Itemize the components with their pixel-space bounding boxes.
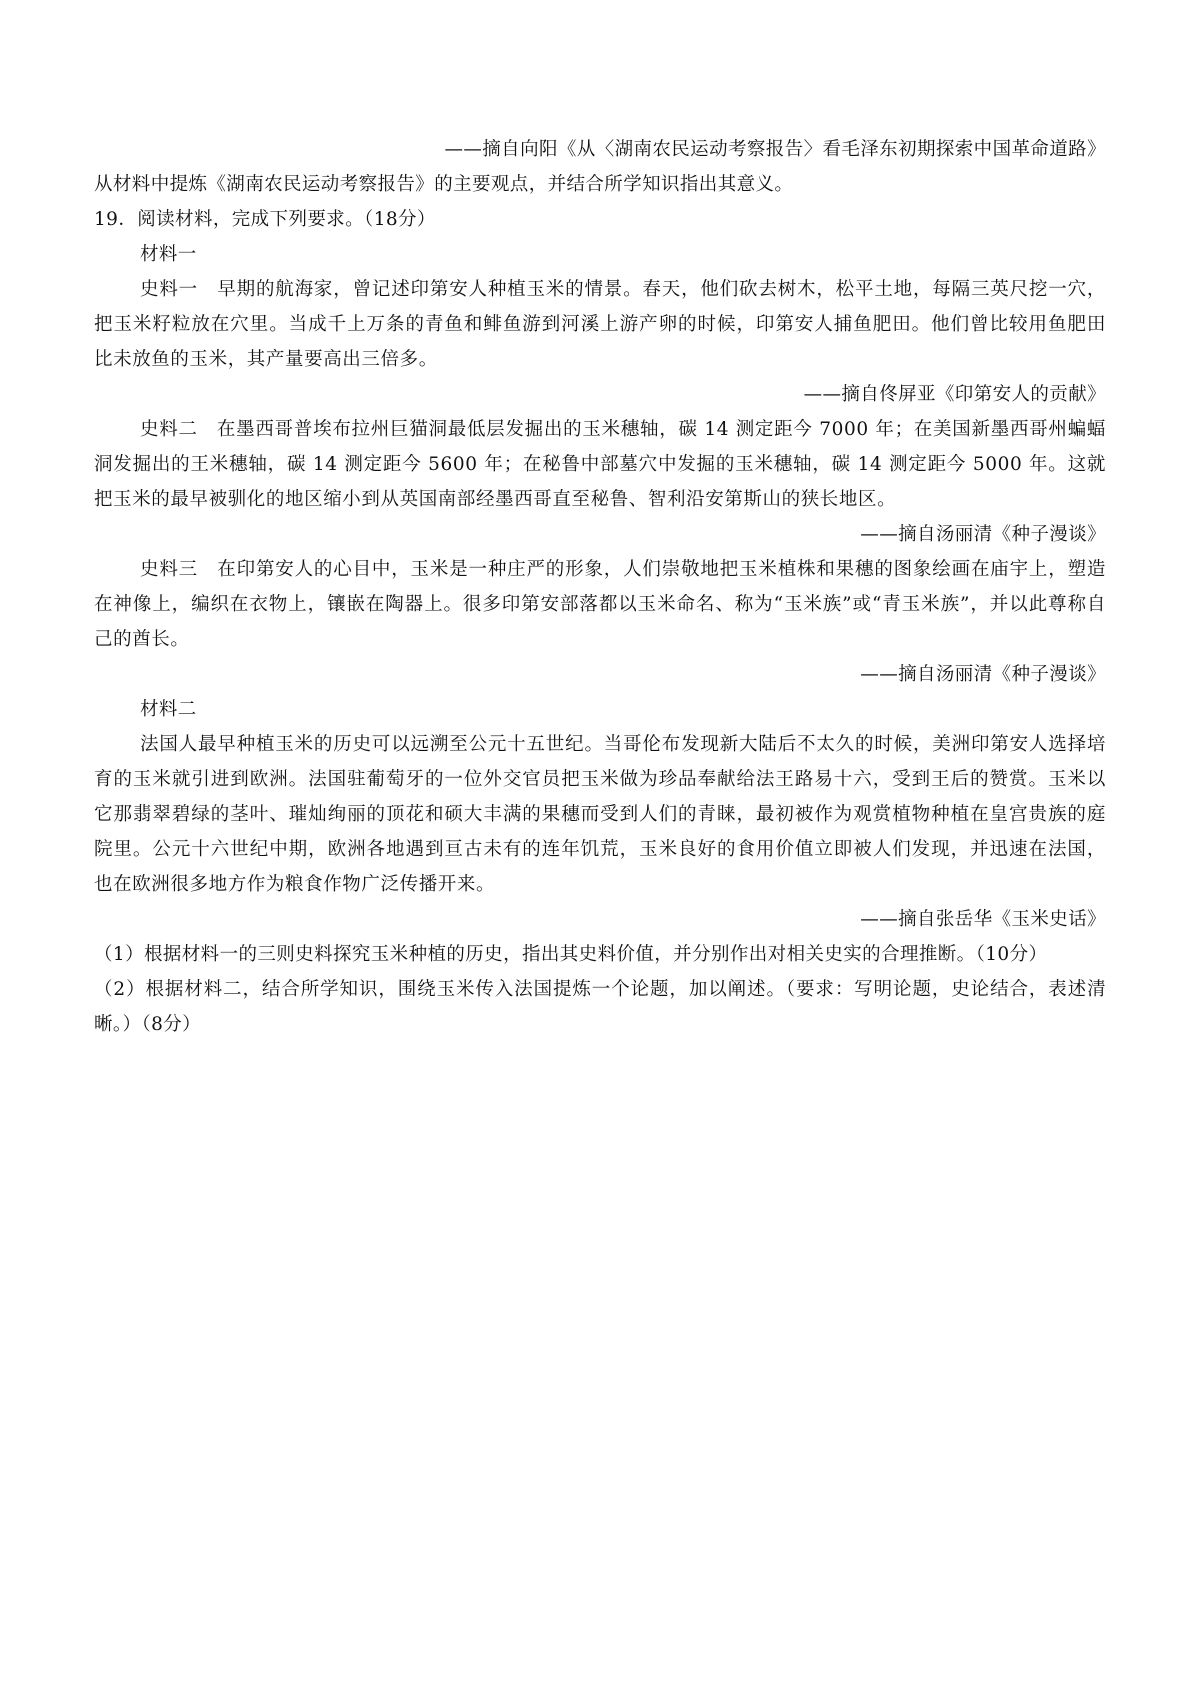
material-1-source-2: 史料二 在墨西哥普埃布拉州巨猫洞最低层发掘出的玉米穗轴，碳 14 测定距今 7000 年；在美国新墨西哥州蝙蝠洞发掘出的王米穗轴，碳 14 测定距今 5600 年；在秘鲁中部墓穴中发掘的玉米穗轴，碳 14 测定距今 5000 年。这就把玉米的最早被驯化的地区缩小到从英国南部经墨西哥直至秘鲁、智利沿安第斯山的狭长地区。	[94, 419, 1106, 510]
material-1-source-3-citation: ——摘自汤丽清《种子漫谈》	[860, 664, 1106, 685]
material-1-source-1: 史料一 早期的航海家，曾记述印第安人种植玉米的情景。春天，他们砍去树木，松平土地，每隔三英尺挖一穴，把玉米籽粒放在穴里。当成千上万条的青鱼和鲱鱼游到河溪上游产卵的时候，印第安人捕鱼肥田。他们曾比较用鱼肥田比未放鱼的玉米，其产量要高出三倍多。	[94, 279, 1106, 370]
prev-question-prompt: 从材料中提炼《湖南农民运动考察报告》的主要观点，并结合所学知识指出其意义。	[94, 174, 794, 195]
material-1-label: 材料一	[140, 244, 197, 265]
material-2-text: 法国人最早种植玉米的历史可以远溯至公元十五世纪。当哥伦布发现新大陆后不太久的时候，美洲印第安人选择培育的玉米就引进到欧洲。法国驻葡萄牙的一位外交官员把玉米做为珍品奉献给法王路易十六，受到王后的赞赏。玉米以它那翡翠碧绿的茎叶、璀灿绚丽的顶花和硕大丰满的果穗而受到人们的青睐，最初被作为观赏植物种植在皇宫贵族的庭院里。公元十六世纪中期，欧洲各地遇到亘古未有的连年饥荒，玉米良好的食用价值立即被人们发现，并迅速在法国，也在欧洲很多地方作为粮食作物广泛传播开来。	[94, 734, 1106, 895]
sub-question-2: （2）根据材料二，结合所学知识，围绕玉米传入法国提炼一个论题，加以阐述。（要求：写明论题，史论结合，表述清晰。）（8分）	[94, 979, 1106, 1035]
material-1-source-2-citation: ——摘自汤丽清《种子漫谈》	[860, 524, 1106, 545]
question-19-heading: 19．阅读材料，完成下列要求。（18分）	[94, 209, 436, 230]
material-2-citation: ——摘自张岳华《玉米史话》	[860, 909, 1106, 930]
material-2-label: 材料二	[140, 699, 197, 720]
sub-question-1: （1）根据材料一的三则史料探究玉米种植的历史，指出其史料价值，并分别作出对相关史实的合理推断。（10分）	[94, 944, 1048, 965]
citation-prev-question: ——摘自向阳《从〈湖南农民运动考察报告〉看毛泽东初期探索中国革命道路》	[444, 139, 1106, 160]
material-1-source-3: 史料三 在印第安人的心目中，玉米是一种庄严的形象，人们崇敬地把玉米植株和果穗的图象绘画在庙宇上，塑造在神像上，编织在衣物上，镶嵌在陶器上。很多印第安部落都以玉米命名、称为“玉米族”或“青玉米族”，并以此尊称自己的酋长。	[94, 559, 1106, 650]
material-1-source-1-citation: ——摘自佟屏亚《印第安人的贡献》	[803, 384, 1106, 405]
page-content	[94, 132, 1106, 1042]
